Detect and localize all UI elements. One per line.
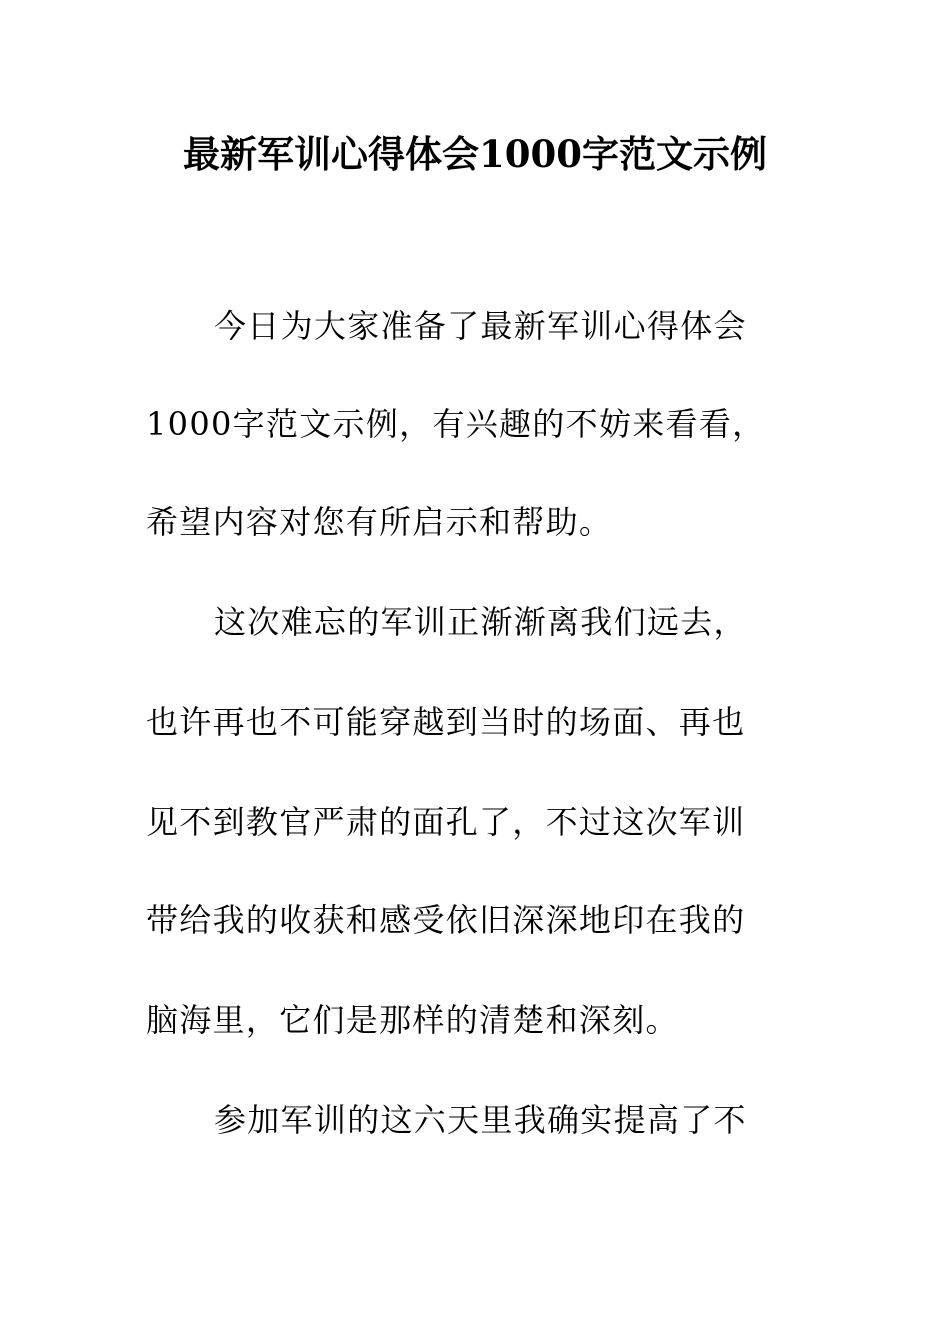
paragraph-line: 带给我的收获和感受依旧深深地印在我的 — [146, 901, 746, 939]
paragraph-line: 希望内容对您有所启示和帮助。 — [146, 503, 613, 541]
paragraph-line: 脑海里，它们是那样的清楚和深刻。 — [146, 1001, 679, 1039]
paragraph-line: 也许再也不可能穿越到当时的场面、再也 — [146, 703, 746, 741]
document-title: 最新军训心得体会1000字范文示例 — [183, 132, 767, 176]
paragraph-line: 见不到教官严肃的面孔了，不过这次军训 — [146, 803, 746, 841]
paragraph-line: 参加军训的这六天里我确实提高了不 — [214, 1101, 747, 1139]
paragraph-line: 这次难忘的军训正渐渐离我们远去， — [214, 603, 747, 641]
paragraph-line: 1000字范文示例，有兴趣的不妨来看看， — [146, 405, 766, 443]
paragraph-line: 今日为大家准备了最新军训心得体会 — [214, 307, 747, 345]
